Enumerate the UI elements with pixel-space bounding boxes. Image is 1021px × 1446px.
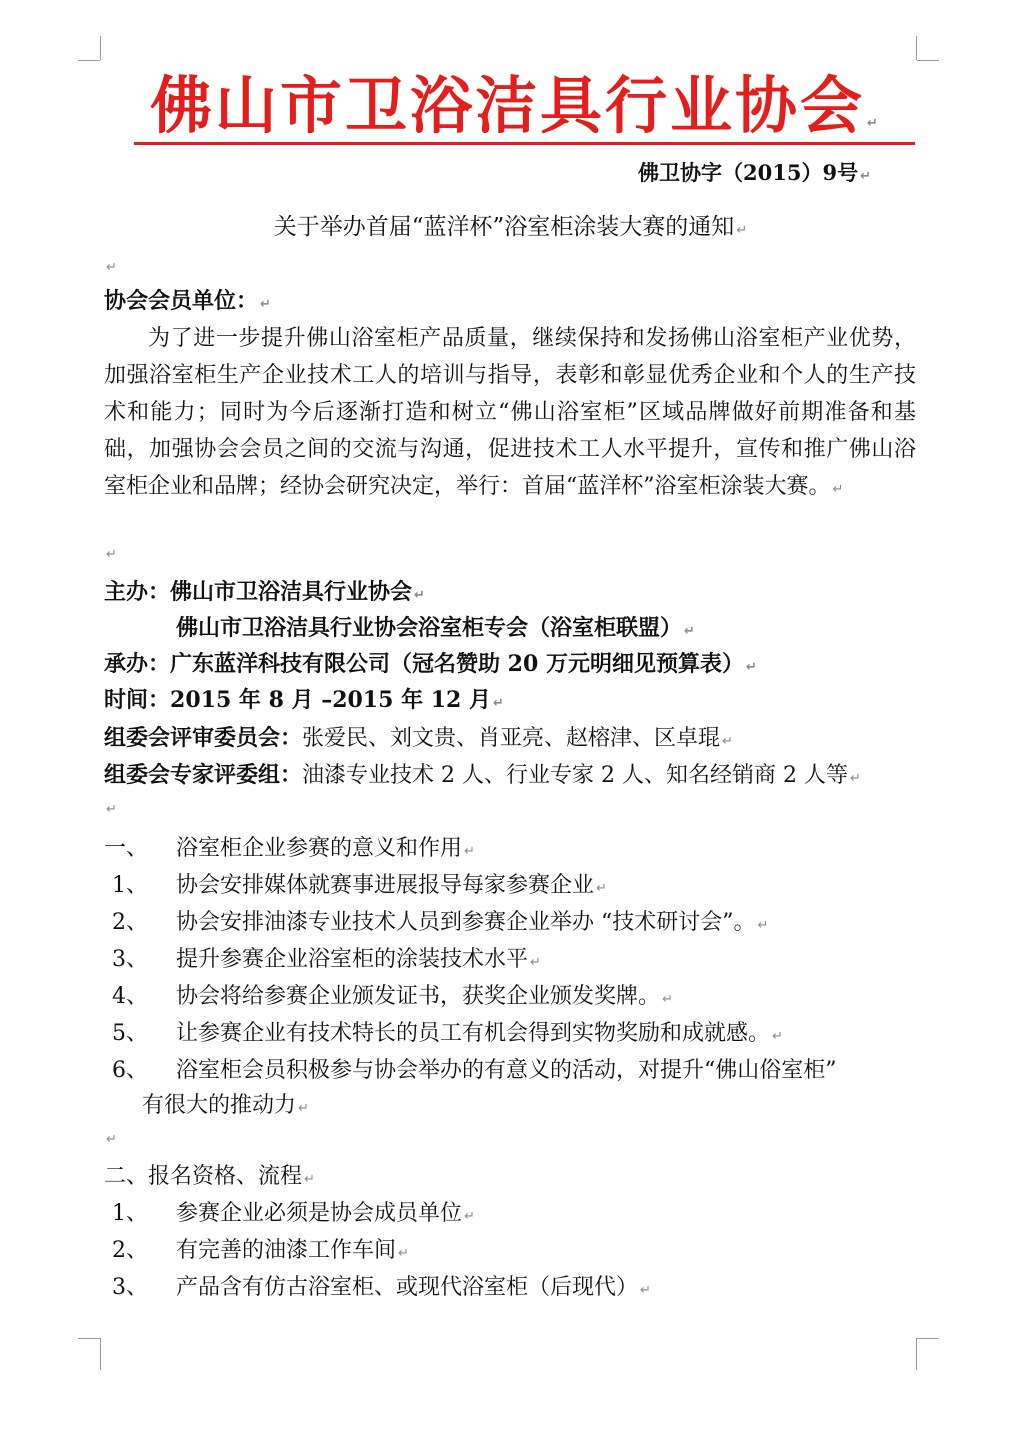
experts-label: 组委会专家评委组：: [104, 762, 303, 788]
list-item-number: 3、: [112, 1275, 148, 1300]
list-item-text: 协会将给参赛企业颁发证书，获奖企业颁发奖牌。: [176, 984, 661, 1009]
salutation: [104, 286, 271, 320]
paragraph-mark-icon: ↵: [860, 169, 871, 184]
list-item-text: 有完善的油漆工作车间: [176, 1238, 397, 1263]
header-red-rule: [134, 142, 915, 145]
section-2-title: 二、报名资格、流程: [104, 1164, 303, 1189]
list-item: [112, 1199, 475, 1232]
paragraph-mark-icon: ↵: [867, 116, 881, 131]
blank-line: [104, 256, 117, 275]
salutation-text: 协会会员单位：: [104, 288, 259, 314]
body-paragraph-text: 为了进一步提升佛山浴室柜产品质量，继续保持和发扬佛山浴室柜产业优势，加强浴室柜生产企业技术工人的培训与指导，表彰和彰显优秀企业和个人的生产技术和能力；同时为今后逐渐打造和树立“佛山浴室柜”区域品牌做好前期准备和基础，加强协会会员之间的交流与沟通，促进技术工人水平提升，宣传和推广佛山浴室柜企业和品牌；经协会研究决定，举行：首届“蓝洋杯”浴室柜涂装大赛。: [104, 326, 916, 499]
paragraph-mark-icon: ↵: [298, 1101, 309, 1116]
organizer-value-2: 佛山市卫浴洁具行业协会浴室柜专会（浴室柜联盟）: [176, 615, 683, 641]
paragraph-mark-icon: ↵: [736, 223, 748, 238]
paragraph-mark-icon: ↵: [596, 881, 607, 896]
blank-line: [104, 798, 117, 817]
paragraph-mark-icon: ↵: [398, 1246, 409, 1261]
list-item-text: 协会安排媒体就赛事进展报导每家参赛企业: [176, 873, 595, 898]
section-1-heading: [104, 834, 475, 867]
list-item-number: 5、: [112, 1021, 148, 1046]
paragraph-mark-icon: ↵: [106, 802, 117, 817]
paragraph-mark-icon: ↵: [745, 660, 757, 675]
list-item-number: 3、: [112, 947, 148, 972]
list-item: [112, 1019, 783, 1052]
list-item-number: 2、: [112, 910, 148, 935]
list-item: [112, 1236, 409, 1269]
document-title-text: 关于举办首届“蓝洋杯”浴室柜涂装大赛的通知: [273, 214, 735, 240]
list-item-text: 浴室柜会员积极参与协会举办的有意义的活动，对提升“佛山俗室柜”: [176, 1058, 837, 1083]
body-paragraph: [104, 320, 916, 508]
paragraph-mark-icon: ↵: [772, 1029, 783, 1044]
paragraph-mark-icon: ↵: [464, 844, 475, 859]
organization-name: 佛山市卫浴洁具行业协会: [150, 69, 866, 142]
list-item-text: 协会安排油漆专业技术人员到参赛企业举办 “技术研讨会”。: [176, 910, 756, 935]
paragraph-mark-icon: ↵: [722, 734, 733, 749]
list-item: [112, 871, 607, 904]
paragraph-mark-icon: ↵: [662, 992, 673, 1007]
list-item-text: 让参赛企业有技术特长的员工有机会得到实物奖励和成就感。: [176, 1021, 771, 1046]
judges-value: 张爱民、刘文贵、肖亚亮、赵榕津、区卓琨: [302, 726, 721, 751]
section-1-number: 一、: [104, 836, 149, 861]
list-item-continuation: [142, 1091, 309, 1124]
organizer-value: 佛山市卫浴洁具行业协会: [170, 579, 413, 605]
paragraph-mark-icon: ↵: [260, 297, 271, 312]
paragraph-mark-icon: ↵: [640, 1283, 651, 1298]
paragraph-mark-icon: ↵: [832, 482, 844, 497]
list-item-number: 2、: [112, 1238, 148, 1263]
document-number-text: 佛卫协字（2015）9号: [638, 160, 859, 185]
blank-line: [104, 543, 117, 562]
document-title: [0, 210, 1021, 248]
paragraph-mark-icon: ↵: [106, 547, 117, 562]
document-number: [638, 158, 871, 192]
period-label: 时间：: [104, 687, 171, 713]
organization-header: [150, 70, 890, 160]
list-item: [112, 1056, 837, 1086]
paragraph-mark-icon: ↵: [530, 955, 541, 970]
list-item-text: 产品含有仿古浴室柜、或现代浴室柜（后现代）: [176, 1275, 639, 1300]
organizer-line: [104, 577, 425, 611]
list-item-number: 1、: [112, 1201, 148, 1226]
paragraph-mark-icon: ↵: [849, 771, 861, 786]
list-item: [112, 982, 673, 1015]
undertaker-value: 广东蓝洋科技有限公司（冠名赞助 20 万元明细见预算表）: [170, 651, 744, 677]
experts-line: [104, 760, 861, 794]
paragraph-mark-icon: ↵: [304, 1172, 315, 1187]
undertaker-label: 承办：: [104, 651, 171, 677]
section-1-title: 浴室柜企业参赛的意义和作用: [176, 836, 463, 861]
paragraph-mark-icon: ↵: [757, 918, 769, 933]
list-item-number: 1、: [112, 873, 148, 898]
paragraph-mark-icon: ↵: [493, 696, 504, 711]
paragraph-mark-icon: ↵: [414, 588, 425, 603]
paragraph-mark-icon: ↵: [464, 1209, 475, 1224]
list-item-text: 参赛企业必须是协会成员单位: [176, 1201, 463, 1226]
paragraph-mark-icon: ↵: [106, 260, 117, 275]
judges-label: 组委会评审委员会：: [104, 725, 303, 751]
judges-line: [104, 723, 733, 757]
list-item-number: 6、: [112, 1058, 148, 1083]
period-value: 2015 年 8 月 –2015 年 12 月: [170, 687, 492, 713]
list-item-continuation-text: 有很大的推动力: [142, 1093, 297, 1118]
organizer-label: 主办：: [104, 579, 171, 605]
list-item-number: 4、: [112, 984, 148, 1009]
organizer-line-2: [176, 613, 695, 647]
period-line: [104, 685, 504, 719]
section-2-heading: [104, 1162, 315, 1195]
paragraph-mark-icon: ↵: [106, 1132, 117, 1147]
blank-line: [104, 1128, 117, 1147]
list-item: [112, 908, 768, 941]
paragraph-mark-icon: ↵: [684, 624, 695, 639]
experts-value: 油漆专业技术 2 人、行业专家 2 人、知名经销商 2 人等: [302, 763, 848, 788]
list-item-text: 提升参赛企业浴室柜的涂装技术水平: [176, 947, 529, 972]
undertaker-line: [104, 649, 757, 683]
list-item: [112, 945, 541, 978]
list-item: [112, 1273, 651, 1306]
